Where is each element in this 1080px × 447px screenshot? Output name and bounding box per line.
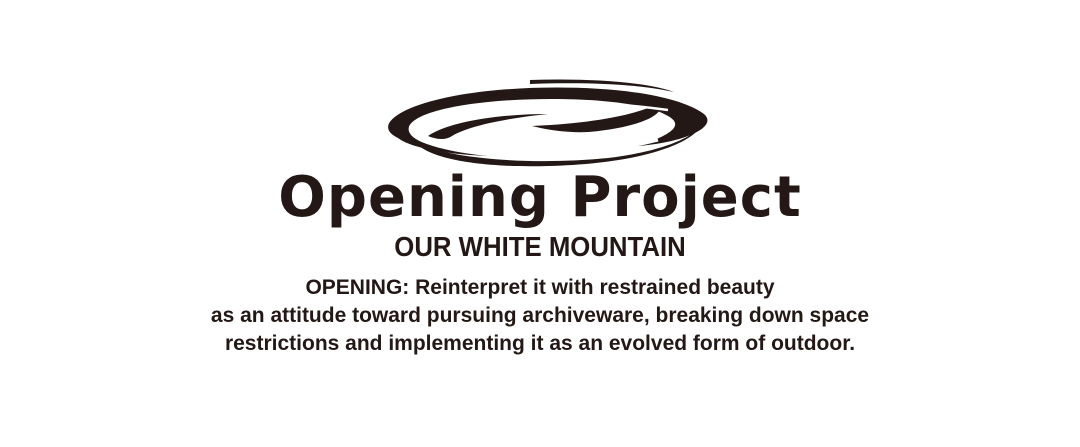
description-line-2: as an attitude toward pursuing archiveware, breaking down space — [210, 304, 870, 327]
swirl-ring-logo-icon — [368, 74, 712, 170]
description-line-1: OPENING: Reinterpret it with restrained beauty — [305, 276, 775, 299]
project-title: Opening Project — [278, 165, 802, 230]
project-subtitle: OUR WHITE MOUNTAIN — [394, 231, 686, 262]
description-line-3: restrictions and implementing it as an evolved form of outdoor. — [224, 332, 856, 355]
